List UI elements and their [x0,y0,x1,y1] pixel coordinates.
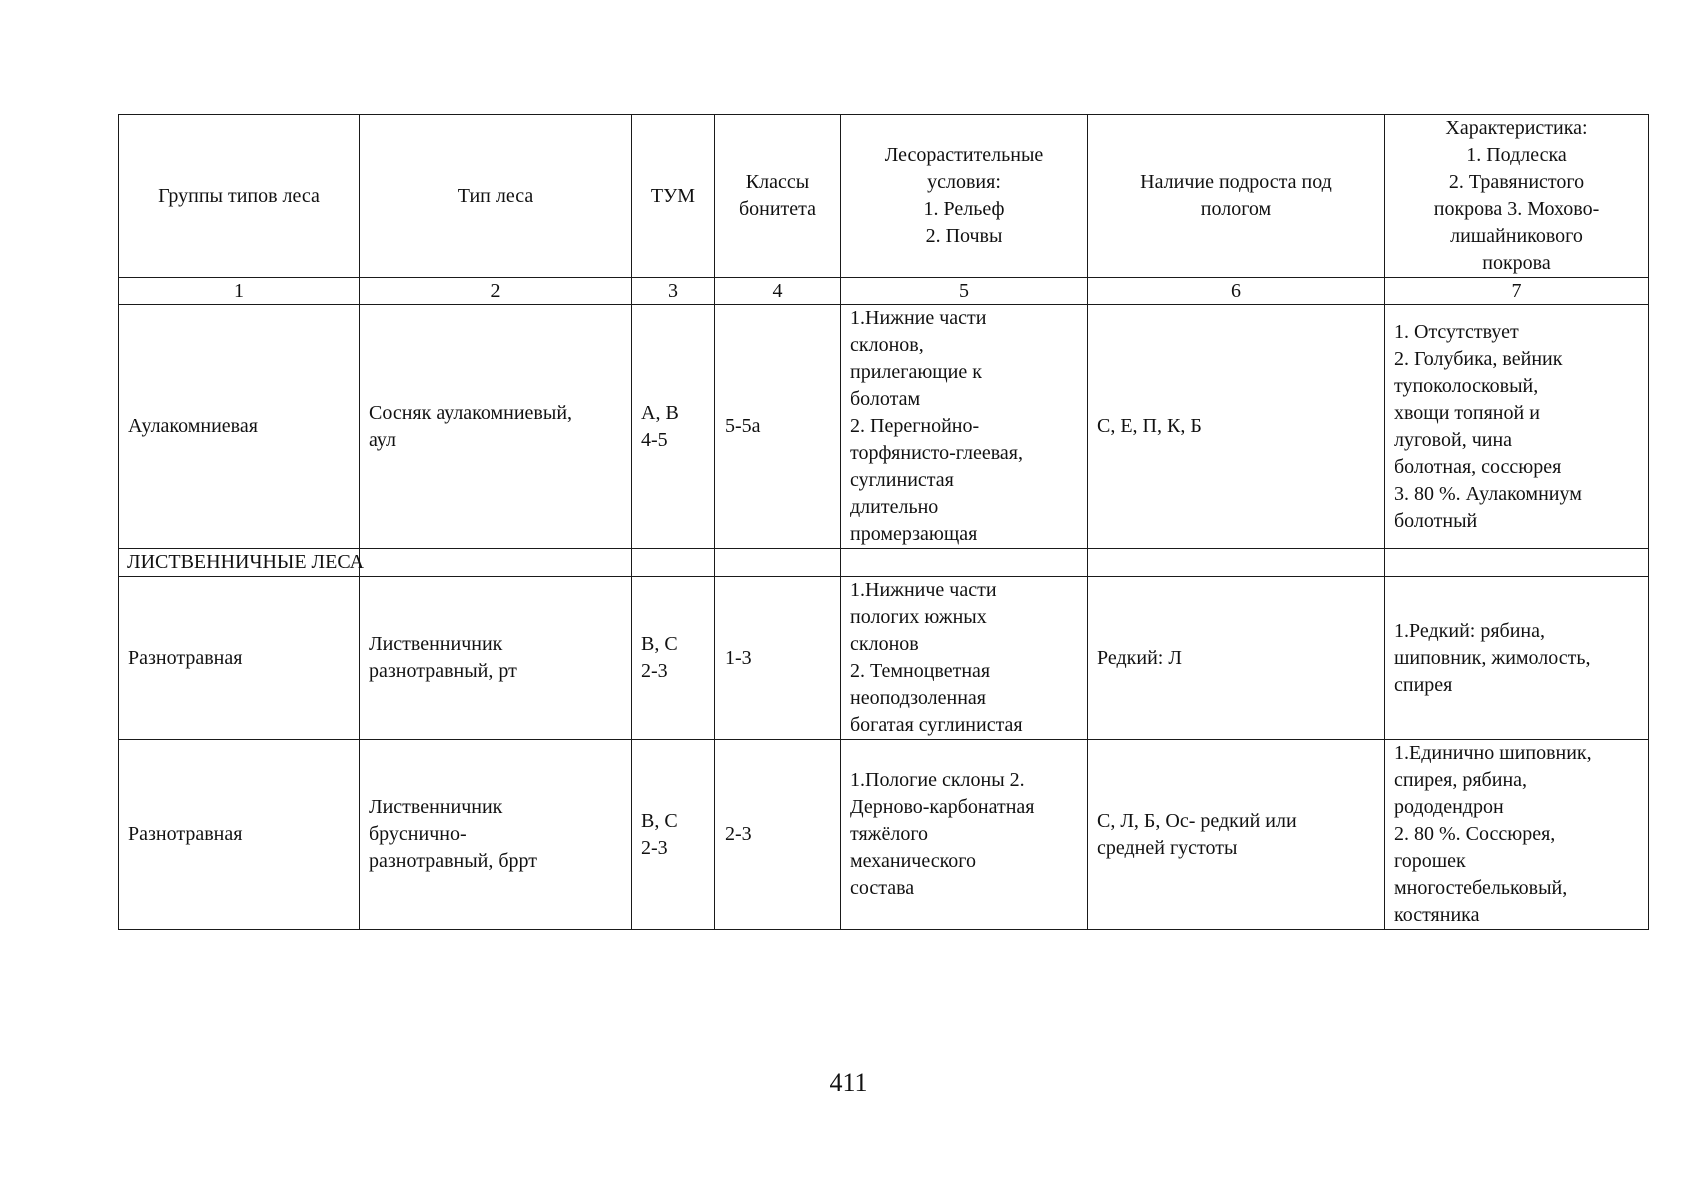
column-number: 4 [715,278,841,305]
section-row [119,549,1649,577]
table-row [119,305,1649,549]
table-header-row [119,115,1649,278]
table-row [119,740,1649,930]
cell-characteristics: 1.Единично шиповник, спирея, рябина, рододендрон 2. 80 %. Соссюрея, горошек многостебельковый, костяника [1385,740,1649,930]
cell-bonitet: 1-3 [715,577,841,740]
cell-characteristics: 1. Отсутствует 2. Голубика, вейник тупоколосковый, хвощи топяной и луговой, чина болотная, соссюрея 3. 80 %. Аулакомниум болотный [1385,305,1649,549]
cell-type: Сосняк аулакомниевый, аул [360,305,632,549]
cell-bonitet: 5-5а [715,305,841,549]
cell-conditions: 1.Нижние части склонов, прилегающие к болотам 2. Перегнойно- торфянисто-глеевая, суглинистая длительно промерзающая [841,305,1088,549]
cell-group: Аулакомниевая [119,305,360,549]
column-number: 3 [632,278,715,305]
cell-group: Разнотравная [119,740,360,930]
header-undergrowth: Наличие подроста под пологом [1088,115,1385,278]
header-characteristics: Характеристика: 1. Подлеска 2. Травянистого покрова 3. Мохово- лишайникового покрова [1385,115,1649,278]
column-number: 5 [841,278,1088,305]
column-number: 1 [119,278,360,305]
forest-types-table [118,114,1649,930]
column-number: 2 [360,278,632,305]
header-growing-conditions: Лесорастительные условия: 1. Рельеф 2. Почвы [841,115,1088,278]
cell-undergrowth: Редкий: Л [1088,577,1385,740]
header-forest-type: Тип леса [360,115,632,278]
empty-cell [715,549,841,577]
cell-undergrowth: С, Л, Б, Ос- редкий или средней густоты [1088,740,1385,930]
cell-group: Разнотравная [119,577,360,740]
section-label: ЛИСТВЕННИЧНЫЕ ЛЕСА [119,549,360,577]
empty-cell [360,549,632,577]
cell-type: Лиственничник бруснично- разнотравный, бррт [360,740,632,930]
cell-conditions: 1.Пологие склоны 2. Дерново-карбонатная тяжёлого механического состава [841,740,1088,930]
empty-cell [1088,549,1385,577]
cell-characteristics: 1.Редкий: рябина, шиповник, жимолость, спирея [1385,577,1649,740]
header-tum: ТУМ [632,115,715,278]
header-forest-group: Группы типов леса [119,115,360,278]
header-bonitet: Классы бонитета [715,115,841,278]
cell-undergrowth: С, Е, П, К, Б [1088,305,1385,549]
column-number-row [119,278,1649,305]
cell-tum: В, С 2-3 [632,740,715,930]
cell-conditions: 1.Нижниче части пологих южных склонов 2. Темноцветная неоподзоленная богатая суглинистая [841,577,1088,740]
empty-cell [841,549,1088,577]
empty-cell [1385,549,1649,577]
table-row [119,577,1649,740]
cell-tum: А, В 4-5 [632,305,715,549]
column-number: 7 [1385,278,1649,305]
cell-tum: В, С 2-3 [632,577,715,740]
page-number: 411 [829,1068,868,1097]
empty-cell [632,549,715,577]
column-number: 6 [1088,278,1385,305]
cell-type: Лиственничник разнотравный, рт [360,577,632,740]
cell-bonitet: 2-3 [715,740,841,930]
